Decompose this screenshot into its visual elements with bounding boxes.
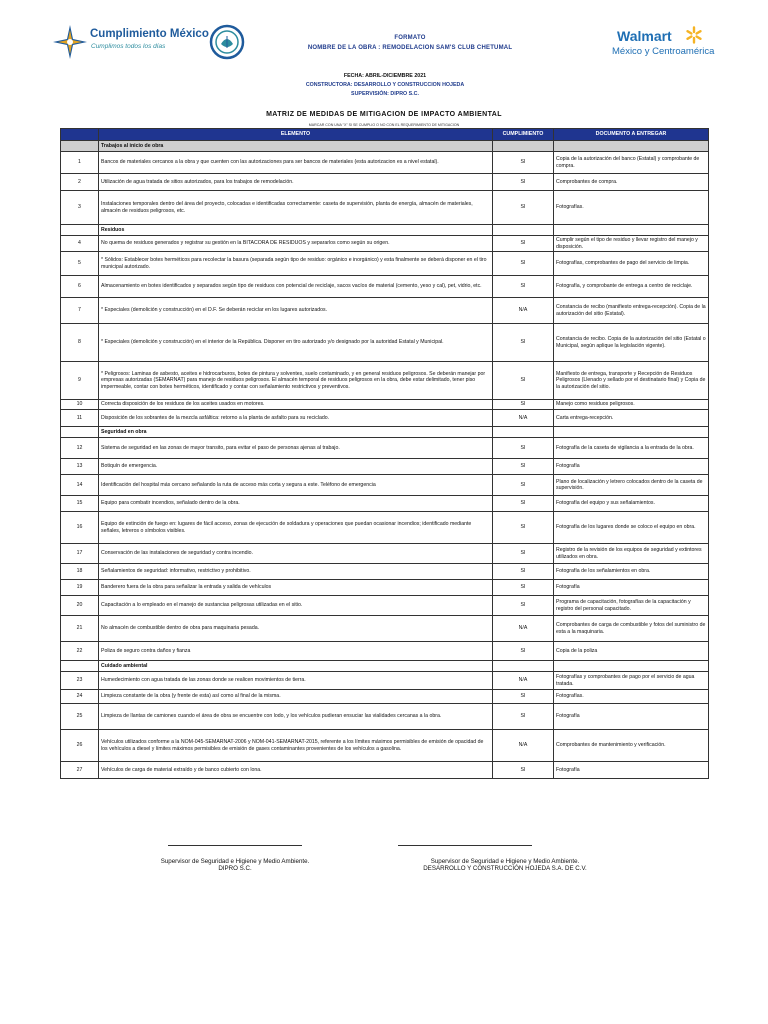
section-num-cell <box>61 225 99 236</box>
row-number: 2 <box>61 174 99 191</box>
row-documento: Copia de la autorización del banco (Estatal) y comprobante de compra. <box>554 152 709 174</box>
row-cumplimiento: SI <box>493 475 554 496</box>
row-documento: Fotografías y comprobantes de pago por el servicio de agua tratada. <box>554 672 709 690</box>
row-cumplimiento: SI <box>493 252 554 276</box>
row-cumplimiento: SI <box>493 174 554 191</box>
globe-seal-icon <box>209 24 245 60</box>
table-row <box>61 596 709 616</box>
row-number: 9 <box>61 362 99 400</box>
table-row <box>61 564 709 580</box>
table-row <box>61 236 709 252</box>
row-cumplimiento: SI <box>493 690 554 704</box>
walmart-spark-icon <box>685 26 703 44</box>
row-documento: Comprobantes de compra. <box>554 174 709 191</box>
row-documento: Constancia de recibo. Copia de la autorización del sitio (Estatal o Municipal, según aplique la legislación vigente). <box>554 324 709 362</box>
row-documento: Fotografía de los lugares donde se coloco el equipo en obra. <box>554 512 709 544</box>
row-number: 7 <box>61 298 99 324</box>
row-cumplimiento: SI <box>493 438 554 459</box>
row-number: 19 <box>61 580 99 596</box>
section-cumplimiento-cell <box>493 661 554 672</box>
section-label: Seguridad en obra <box>99 427 493 438</box>
table-row <box>61 496 709 512</box>
table-row <box>61 276 709 298</box>
row-cumplimiento: SI <box>493 580 554 596</box>
cumplimiento-mexico-logo <box>52 24 209 64</box>
row-number: 11 <box>61 410 99 427</box>
section-label: Residuos <box>99 225 493 236</box>
table-row <box>61 152 709 174</box>
row-number: 23 <box>61 672 99 690</box>
signature-line-left <box>168 845 302 846</box>
signature-line-right <box>398 845 532 846</box>
mitigation-matrix-table <box>60 128 709 779</box>
row-cumplimiento: SI <box>493 459 554 475</box>
header-elemento: ELEMENTO <box>99 129 493 141</box>
table-row <box>61 730 709 762</box>
row-elemento: Capacitación a lo empleado en el manejo de sustancias peligrosas utilizadas en el sitio. <box>99 596 493 616</box>
row-number: 22 <box>61 642 99 661</box>
row-elemento: Equipo para combatir incendios, señalado dentro de la obra. <box>99 496 493 512</box>
row-documento: Fotografía del equipo y sus señalamientos. <box>554 496 709 512</box>
row-cumplimiento: SI <box>493 276 554 298</box>
row-elemento: Botiquín de emergencia. <box>99 459 493 475</box>
row-elemento: Disposición de los sobrantes de la mezcla asfáltica: retorno a la planta de asfalto para su reciclado. <box>99 410 493 427</box>
row-elemento: Instalaciones temporales dentro del área del proyecto, colocadas e identificadas correctamente: caseta de supervisión, planta de energía, almacén de materiales, almacén de residuos peligrosos, etc. <box>99 191 493 225</box>
table-row <box>61 400 709 410</box>
row-number: 1 <box>61 152 99 174</box>
row-documento: Programa de capacitación, fotografías de la capacitación y registro del personal capacitado. <box>554 596 709 616</box>
header-documento: DOCUMENTO A ENTREGAR <box>554 129 709 141</box>
row-cumplimiento: SI <box>493 400 554 410</box>
section-row <box>61 141 709 152</box>
row-elemento: Bancos de materiales cercanos a la obra y que cuenten con las autorizaciones para ser bancos de materiales (esta autorizacion es a nivel estatal). <box>99 152 493 174</box>
contractor-line: CONSTRUCTORA: DESARROLLO Y CONSTRUCCION HOJEDA <box>305 82 465 88</box>
table-row <box>61 438 709 459</box>
table-row <box>61 704 709 730</box>
row-elemento: No quema de residuos generados y registrar su gestión en la BITACORA DE RESIDUOS y separarlos como según su origen. <box>99 236 493 252</box>
row-number: 5 <box>61 252 99 276</box>
row-documento: Manifiesto de entrega, transporte y Recepción de Residuos Peligrosos (Llenado y sellado por el destinatario final) y Copia de la autorización del sitio. <box>554 362 709 400</box>
row-elemento: * Sólidos: Establecer botes herméticos para recolectar la basura (separada según tipo de residuo: orgánico e inorgánico) y esta finalmente se deberá disponer en el tiro municipal autorizado. <box>99 252 493 276</box>
row-documento: Constancia de recibo (manifiesto entrega-recepción). Copia de la autorización del sitio (Estatal). <box>554 298 709 324</box>
section-documento-cell <box>554 427 709 438</box>
row-elemento: Almacenamiento en botes identificados y separados según tipo de residuos con potencial de reciclaje, sacos vacíos de material (cemento, yeso y cal), pet, vidrio, etc. <box>99 276 493 298</box>
compass-star-icon <box>52 24 88 60</box>
row-documento: Fotografía <box>554 762 709 779</box>
row-documento: Fotografía <box>554 459 709 475</box>
row-elemento: Sistema de seguridad en las zonas de mayor transito, para evitar el paso de personas ajenas al trabajo. <box>99 438 493 459</box>
table-row <box>61 459 709 475</box>
row-documento: Registro de la revisión de los equipos de seguridad y extintores utilizados en obra. <box>554 544 709 564</box>
header-num <box>61 129 99 141</box>
walmart-subtitle: México y Centroamérica <box>612 46 715 57</box>
project-meta <box>250 72 520 99</box>
row-elemento: No almacén de combustible dentro de obra para maquinaria pesada. <box>99 616 493 642</box>
row-cumplimiento: SI <box>493 642 554 661</box>
table-row <box>61 298 709 324</box>
row-cumplimiento: SI <box>493 596 554 616</box>
row-number: 16 <box>61 512 99 544</box>
signature-right-org: DESARROLLO Y CONSTRUCCIÓN HOJEDA S.A. DE C.V. <box>423 865 587 873</box>
row-number: 3 <box>61 191 99 225</box>
row-cumplimiento: SI <box>493 236 554 252</box>
table-row <box>61 362 709 400</box>
table-body <box>61 141 709 779</box>
row-cumplimiento: SI <box>493 544 554 564</box>
row-number: 10 <box>61 400 99 410</box>
row-cumplimiento: SI <box>493 152 554 174</box>
row-number: 17 <box>61 544 99 564</box>
row-elemento: Identificación del hospital más cercano señalando la ruta de acceso más corta y segura a este. Teléfono de emergencia <box>99 475 493 496</box>
table-row <box>61 544 709 564</box>
signature-left-role: Supervisor de Seguridad e Higiene y Medio Ambiente. <box>160 858 310 865</box>
row-elemento: * Peligrosos: Laminas de asbesto, aceites e hidrocarburos, botes de pintura y solventes, suelo contaminado, y en general residuos peligrosos. Se deberán manejar por empresas autorizadas (SEMARNAT) para manejo de residuos peligrosos. El almacén temporal de residuos peligrosos en la obra, debe estar delimitado, tener piso impermeable, contar con botes herméticos, identificado y contar con señalamiento restrictivos y preventivos. <box>99 362 493 400</box>
section-cumplimiento-cell <box>493 141 554 152</box>
section-row <box>61 427 709 438</box>
table-row <box>61 616 709 642</box>
row-elemento: Humedecimiento con agua tratada de las zonas donde se realicen movimientos de tierra. <box>99 672 493 690</box>
section-documento-cell <box>554 225 709 236</box>
row-cumplimiento: SI <box>493 191 554 225</box>
row-documento: Fotografía de los señalamientos en obra. <box>554 564 709 580</box>
row-cumplimiento: N/A <box>493 616 554 642</box>
format-label: FORMATO <box>394 35 426 41</box>
row-elemento: Correcta disposición de los residuos de los aceites usados en motores. <box>99 400 493 410</box>
row-documento: Manejo como residuos peligrosos. <box>554 400 709 410</box>
section-cumplimiento-cell <box>493 427 554 438</box>
table-row <box>61 410 709 427</box>
signature-right <box>380 858 630 873</box>
table-row <box>61 252 709 276</box>
row-number: 6 <box>61 276 99 298</box>
section-num-cell <box>61 427 99 438</box>
row-documento: Fotografías. <box>554 191 709 225</box>
supervision-line: SUPERVISIÓN: DIPRO S.C. <box>351 91 419 97</box>
row-number: 8 <box>61 324 99 362</box>
date-line: FECHA: ABRIL-DICIEMBRE 2021 <box>343 73 427 79</box>
row-number: 14 <box>61 475 99 496</box>
row-elemento: Equipo de extinción de fuego en: lugares de fácil acceso, zonas de ejecución de soldadura y operaciones que puedan ocasionar incendios; identificado mediante señales, letreros o símbolos visibles. <box>99 512 493 544</box>
section-row <box>61 661 709 672</box>
row-number: 26 <box>61 730 99 762</box>
row-cumplimiento: SI <box>493 496 554 512</box>
section-cumplimiento-cell <box>493 225 554 236</box>
row-elemento: Vehículos de carga de material extraído y de banco cubierto con lona. <box>99 762 493 779</box>
section-num-cell <box>61 661 99 672</box>
row-number: 24 <box>61 690 99 704</box>
table-row <box>61 324 709 362</box>
section-row <box>61 225 709 236</box>
table-row <box>61 672 709 690</box>
row-number: 18 <box>61 564 99 580</box>
signature-left <box>120 858 350 873</box>
walmart-logo <box>612 24 722 64</box>
row-documento: Copia de la poliza <box>554 642 709 661</box>
matrix-title: MATRIZ DE MEDIDAS DE MITIGACION DE IMPACTO AMBIENTAL <box>266 111 502 118</box>
row-elemento: Banderero fuera de la obra para señalizar la entrada y salida de vehículos <box>99 580 493 596</box>
row-number: 21 <box>61 616 99 642</box>
logo-name: Cumplimiento México <box>90 28 209 40</box>
row-cumplimiento: N/A <box>493 730 554 762</box>
row-elemento: Señalamientos de seguridad: informativo, restrictivo y prohibitivo. <box>99 564 493 580</box>
table-row <box>61 580 709 596</box>
walmart-name: Walmart <box>617 28 672 44</box>
row-number: 12 <box>61 438 99 459</box>
row-number: 4 <box>61 236 99 252</box>
table-row <box>61 174 709 191</box>
row-elemento: Utilización de agua tratada de sitios autorizados, para los trabajos de remodelación. <box>99 174 493 191</box>
logo-tagline: Cumplimos todos los días <box>91 43 166 50</box>
row-documento: Fotografía de la caseta de vigilancia a la entrada de la obra. <box>554 438 709 459</box>
section-documento-cell <box>554 141 709 152</box>
project-name: NOMBRE DE LA OBRA : REMODELACION SAM'S CLUB CHETUMAL <box>307 44 513 51</box>
row-documento: Fotografía <box>554 580 709 596</box>
row-cumplimiento: SI <box>493 564 554 580</box>
row-elemento: Vehículos utilizados conforme a la NOM-045-SEMARNAT-2006 y NOM-041-SEMARNAT-2015, referente a los límites máximos permisibles de emisión de opacidad de los vehículos a diesel y límites máximos permisibles de emisión de gases contaminantes provenientes de los vehículos a gasolina. <box>99 730 493 762</box>
row-elemento: * Especiales (demolición y construcción) en el D.F. Se deberán reciclar en los lugares autorizados. <box>99 298 493 324</box>
row-documento: Fotografía <box>554 704 709 730</box>
table-header-row <box>61 129 709 141</box>
document-header <box>250 34 570 53</box>
row-cumplimiento: SI <box>493 704 554 730</box>
row-elemento: Poliza de seguro contra daños y fianza <box>99 642 493 661</box>
row-number: 13 <box>61 459 99 475</box>
row-number: 25 <box>61 704 99 730</box>
table-row <box>61 512 709 544</box>
row-documento: Comprobantes de mantenimiento y verificación. <box>554 730 709 762</box>
section-num-cell <box>61 141 99 152</box>
row-number: 15 <box>61 496 99 512</box>
row-documento: Cumplir según el tipo de residuo y llevar registro del manejo y disposición. <box>554 236 709 252</box>
section-label: Trabajos al inicio de obra <box>99 141 493 152</box>
matrix-subtitle: MARCAR CON UNA "X" SI SE CUMPLIO O NO CON EL REQUERIMIENTO DE MITIGACION <box>308 123 460 127</box>
row-elemento: * Especiales (demolición y construcción) en el interior de la República. Disponer en tiro autorizado y/o designado por la autoridad Estatal y Municipal. <box>99 324 493 362</box>
table-row <box>61 642 709 661</box>
section-documento-cell <box>554 661 709 672</box>
row-elemento: Limpieza constante de la obra (y frente de esta) así como al final de la misma. <box>99 690 493 704</box>
row-cumplimiento: N/A <box>493 672 554 690</box>
row-documento: Carta entrega-recepción. <box>554 410 709 427</box>
signature-left-org: DIPRO S.C. <box>218 865 252 873</box>
row-cumplimiento: SI <box>493 362 554 400</box>
row-cumplimiento: SI <box>493 324 554 362</box>
row-cumplimiento: N/A <box>493 298 554 324</box>
table-row <box>61 762 709 779</box>
row-documento: Fotografías. <box>554 690 709 704</box>
row-documento: Fotografía, y comprobante de entrega a centro de reciclaje. <box>554 276 709 298</box>
row-elemento: Limpieza de llantas de camiones cuando el área de obra se encuentre con lodo, y los vehículos pudieran ensuciar las vialidades cercanas a la obra. <box>99 704 493 730</box>
table-row <box>61 191 709 225</box>
row-documento: Plano de localización y letrero colocados dentro de la caseta de supervisión. <box>554 475 709 496</box>
row-cumplimiento: N/A <box>493 410 554 427</box>
row-cumplimiento: SI <box>493 512 554 544</box>
header-cumplimiento: CUMPLIMIENTO <box>493 129 554 141</box>
row-number: 20 <box>61 596 99 616</box>
table-row <box>61 475 709 496</box>
row-documento: Fotografías, comprobantes de pago del servicio de limpia. <box>554 252 709 276</box>
signature-right-role: Supervisor de Seguridad e Higiene y Medio Ambiente. <box>430 858 580 865</box>
table-row <box>61 690 709 704</box>
row-number: 27 <box>61 762 99 779</box>
section-label: Cuidado ambiental <box>99 661 493 672</box>
row-documento: Comprobantes de carga de combustible y fotos del suministro de esta a la maquinaria. <box>554 616 709 642</box>
row-elemento: Conservación de las instalaciones de seguridad y contra incendio. <box>99 544 493 564</box>
row-cumplimiento: SI <box>493 762 554 779</box>
